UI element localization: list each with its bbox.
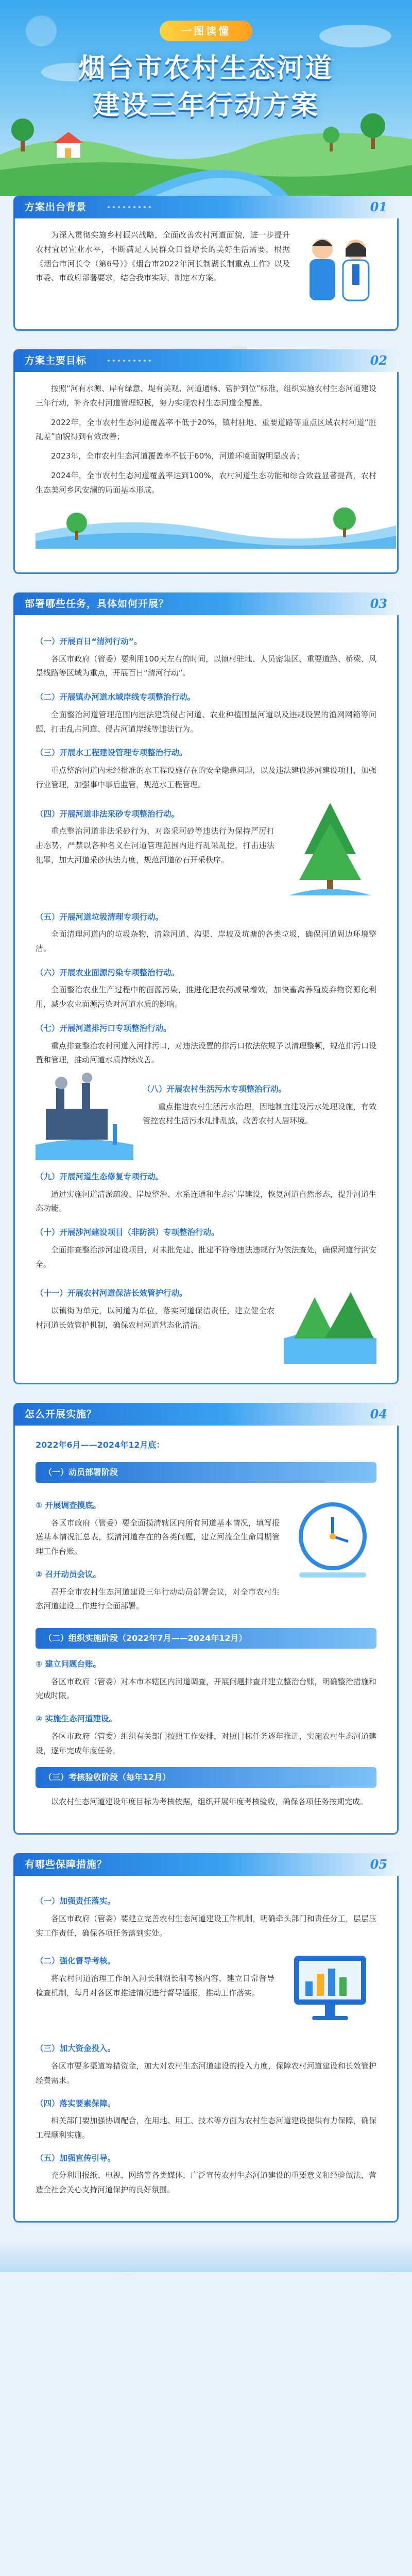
stage-bar: （三）考核验收阶段（每年12月）	[36, 1767, 376, 1788]
section-goals	[13, 349, 399, 574]
task-title: （六）开展农业面源污染专项整治行动。	[36, 968, 180, 977]
task-text: 重点整治河道内未经批准的水工程设施存在的安全隐患问题，以及违法建设涉河建设项目，加强行业管理，加强事中事后监管，规范水工程管理。	[36, 766, 376, 789]
step-title: ② 召开动员会议。	[36, 1569, 101, 1579]
measure-title: （二）强化督导考核。	[36, 1956, 116, 1966]
section-number: 02	[370, 353, 387, 368]
task-title: （三）开展水工程建设管理专项整治行动。	[36, 748, 187, 758]
measure-text: 各区市政府（管委）要建立完善农村生态河道建设工作机制，明确牵头部门和责任分工，层层压实工作责任，确保各项任务落到实处。	[36, 1913, 376, 1938]
monitor-illustration	[284, 1945, 376, 2033]
task-text: 全面整治河道管理范围内违法建筑侵占河道、农业种植围垦河道以及违规设置的渔网网箱等问题，打击乱占河道、侵占河道岸线等违法行为。	[36, 709, 376, 734]
timeline-heading: 2022年6月——2024年12月底：	[36, 1440, 165, 1450]
measure-title: （三）加大资金投入。	[36, 2044, 116, 2054]
task-text: 各区市政府（管委）要利用100天左右的时间，以镇村驻地、人员密集区、重要道路、桥梁、风景线路等区域为重点，开展百日“清河行动”。	[36, 654, 376, 678]
task-text: 全面排查整治涉河建设项目，对未批先建、批建不符等违法违规行为依法查处，确保河道行洪安全。	[36, 1245, 376, 1269]
section-number: 05	[370, 1857, 387, 1872]
section-title: 方案出台背景	[25, 201, 87, 213]
task-title: （十一）开展农村河道保洁长效管护行动。	[36, 1289, 187, 1298]
section-steps	[13, 1403, 399, 1835]
task-title: （十）开展涉河建设项目（非防洪）专项整治行动。	[36, 1228, 219, 1238]
section-header	[13, 349, 399, 372]
section-header	[13, 196, 399, 218]
stage-bar: （一）动员部署阶段	[36, 1462, 376, 1483]
hero-badge: 一图读懂	[160, 21, 252, 41]
section-background	[13, 196, 399, 331]
section-title: 有哪些保障措施？	[25, 1859, 108, 1871]
section-tasks	[13, 592, 399, 1384]
section-title: 部署哪些任务，具体如何开展？	[25, 598, 169, 609]
river-bank-illustration	[284, 1277, 376, 1364]
paragraph: 按照“河有水源、岸有绿意、堤有美观、河道通畅、管护到位”标准，组织实施农村生态河道建设三年行动，补齐农村河道管理短板，努力实现农村生态河道全覆盖。	[36, 384, 376, 408]
header-dots-decoration	[106, 205, 152, 209]
step-title: ① 开展调查摸底。	[36, 1500, 101, 1510]
section-guarantee	[13, 1853, 399, 2223]
measure-title: （五）加强宣传引导。	[36, 2153, 116, 2163]
paragraph: 为深入贯彻实施乡村振兴战略，全面改善农村河道面貌，进一步提升农村宜居宜业水平，不断满足人民群众日益增长的美好生活需要，根据《烟台市河长令（第6号）》《烟台市2022年河长制湖长制重点工作》以及市委、市政府部署要求，结合我市实际，制定本方案。	[36, 230, 290, 283]
measure-title: （一）加强责任落实。	[36, 1896, 116, 1906]
section-title: 方案主要目标	[25, 355, 87, 366]
footer-decoration	[0, 2241, 412, 2272]
step-text: 各区市政府（管委）组织有关部门按照工作安排，对照目标任务逐年推进，实施农村生态河道建设，逐年完成年度任务。	[36, 1731, 376, 1755]
section-header	[13, 1853, 399, 1876]
forest-illustration	[284, 798, 376, 901]
task-title: （五）开展河道垃圾清理专项行动。	[36, 912, 164, 922]
task-text: 以镇街为单元，以河道为单位，落实河道保洁责任，建立健全农村河道长效管护机制，确保农村河道常态化清洁。	[36, 1306, 274, 1330]
section-title: 怎么开展实施？	[25, 1409, 97, 1420]
task-title: （二）开展镇办河道水域岸线专项整治行动。	[36, 692, 196, 702]
task-text: 通过实施河道清淤疏浚、岸坡整治、水系连通和生态护岸建设，恢复河道自然形态，提升河道生态功能。	[36, 1189, 376, 1213]
clock-illustration	[289, 1490, 376, 1588]
step-text: 召开全市农村生态河道建设三年行动动员部署会议，对全市农村生态河道建设工作进行全面部署。	[36, 1587, 280, 1611]
measure-text: 充分利用报纸、电视、网络等各类媒体，广泛宣传农村生态河道建设的重要意义和经验做法，营造全社会关心支持河道保护的良好氛围。	[36, 2171, 376, 2195]
river-illustration	[36, 502, 396, 549]
hero-title-line2: 建设三年行动方案	[92, 90, 319, 121]
step-title: ① 建立问题台账。	[36, 1659, 101, 1669]
measure-title: （四）落实要素保障。	[36, 2098, 116, 2108]
stage-bar: （二）组织实施阶段（2022年7月——2024年12月）	[36, 1628, 376, 1649]
section-number: 04	[370, 1406, 387, 1422]
paragraph: 2023年，全市农村生态河道覆盖率不低于60%，河道环境面貌明显改善；	[51, 451, 304, 461]
task-title: （九）开展河道生态修复专项行动。	[36, 1172, 164, 1182]
task-text: 重点整治河道非法采砂行为，对盗采河砂等违法行为保持严厉打击态势，严禁以各种名义在河道管理范围内进行乱采乱挖，打击违法犯罪，加大河道采砂执法力度，规范河道砂石开采秩序。	[36, 826, 274, 865]
task-title: （七）开展河道排污口专项整治行动。	[36, 1023, 171, 1033]
task-title: （八）开展农村生活污水专项整治行动。	[143, 1084, 287, 1094]
step-text: 各区市政府（管委）要全面摸清辖区内所有河道基本情况，填写报送基本情况汇总表，摸清河道存在的各类问题，建立河流全生命周期管理工作台账。	[36, 1518, 280, 1556]
section-header	[13, 592, 399, 615]
step-text: 以农村生态河道建设年度目标为考核依据，组织开展年度考核验收，确保各项任务按期完成。	[51, 1797, 368, 1807]
header-dots-decoration	[106, 359, 152, 363]
task-text: 重点推进农村生活污水治理，因地制宜建设污水处理设施，有效管控农村生活污水乱排乱放，改善农村人居环境。	[143, 1101, 376, 1126]
task-text: 重点排查整治农村河道入河排污口，对违法设置的排污口依法依规予以清理整顿，规范排污口设置和管理，推动河道水质持续改善。	[36, 1041, 376, 1065]
officials-illustration	[299, 228, 376, 311]
step-text: 各区市政府（管委）对本市本辖区内河道调查，开展问题排查并建立整治台账，明确整治措施和完成时限。	[36, 1676, 376, 1701]
task-text: 全面清理河道内的垃圾杂物，清除河道、沟渠、岸坡及坑塘的各类垃圾，确保河道周边环境整洁。	[36, 929, 376, 953]
section-number: 03	[370, 596, 387, 611]
paragraph: 2022年，全市农村生态河道覆盖率不低于20%，镇村驻地、重要道路等重点区域农村河道“脏乱差”面貌得到有效改善；	[36, 417, 376, 442]
measure-text: 各区市要多渠道筹措资金，加大对农村生态河道建设的投入力度，保障农村河道建设和长效管护经费需求。	[36, 2061, 376, 2085]
section-header	[13, 1403, 399, 1426]
step-title: ② 实施生态河道建设。	[36, 1714, 117, 1724]
section-number: 01	[370, 199, 387, 214]
measure-text: 相关部门要加强协调配合，在用地、用工、技术等方面为农村生态河道建设提供有力保障，确保工程顺利实施。	[36, 2116, 376, 2140]
hero-banner	[0, 0, 412, 196]
task-title: （一）开展百日“清河行动”。	[36, 637, 142, 646]
paragraph: 2024年，全市农村生态河道覆盖率达到100%，农村河道生态功能和综合效益显著提高，农村生态美河乡风安澜的局面基本形成。	[36, 470, 376, 495]
factory-pollution-illustration	[36, 1073, 133, 1160]
hero-title-line1: 烟台市农村生态河道	[78, 53, 334, 84]
task-title: （四）开展河道非法采砂专项整治行动。	[36, 809, 180, 819]
measure-text: 将农村河道治理工作纳入河长制湖长制考核内容，建立日常督导检查机制，每月对各区市推进情况进行督导通报，推动工作落实。	[36, 1974, 274, 1997]
task-text: 全面整治农业生产过程中的面源污染，推进化肥农药减量增效，加快畜禽养殖废弃物资源化利用，减少农业面源污染对河道水质的影响。	[36, 985, 376, 1009]
